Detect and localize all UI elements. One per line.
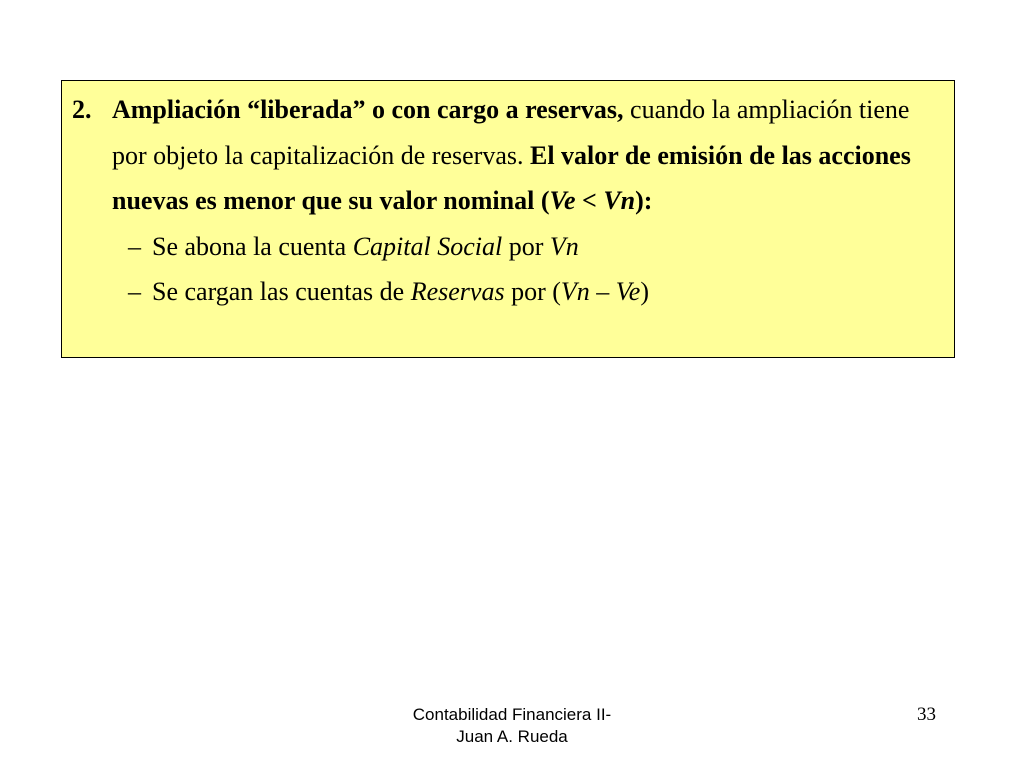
account-name: Capital Social: [352, 231, 503, 261]
footer-course-title: Contabilidad Financiera II-: [412, 705, 612, 724]
symbol-vn: Vn: [560, 277, 590, 306]
subitem-capital-social: [72, 224, 942, 270]
item-text: cuando la ampliación tiene por objeto la capitalización de reservas.: [112, 95, 910, 170]
symbol-ve: Ve: [549, 186, 576, 215]
content-box: [61, 80, 955, 358]
minus-sign: –: [589, 277, 616, 306]
dash-bullet: –: [128, 277, 141, 306]
symbol-vn: Vn: [603, 186, 636, 215]
symbol-vn: Vn: [549, 231, 579, 261]
item-heading: Ampliación “liberada” o con cargo a reservas,: [112, 95, 624, 124]
account-name: Reservas: [410, 277, 505, 306]
subitem-text: Se abona la cuenta: [152, 231, 353, 261]
symbol-ve: Ve: [615, 277, 641, 306]
footer-author: Juan A. Rueda: [456, 727, 568, 746]
dash-bullet: –: [128, 231, 141, 261]
less-than-sign: <: [575, 186, 604, 215]
subitem-text: por: [502, 231, 550, 261]
list-number: 2.: [72, 95, 92, 124]
subitem-reservas: [72, 269, 942, 315]
item-paragraph: [112, 87, 942, 224]
closing-paren: ): [640, 277, 649, 306]
list-item-2: [72, 87, 942, 315]
slide-footer: [380, 704, 644, 748]
subitem-text: Se cargan las cuentas de: [152, 277, 411, 306]
page-number: 33: [917, 704, 936, 725]
subitem-text: por (: [504, 277, 561, 306]
item-emphasis: El valor de emisión de las acciones nuevas es menor que su valor nominal (: [112, 140, 911, 215]
closing-paren: ):: [635, 186, 653, 215]
